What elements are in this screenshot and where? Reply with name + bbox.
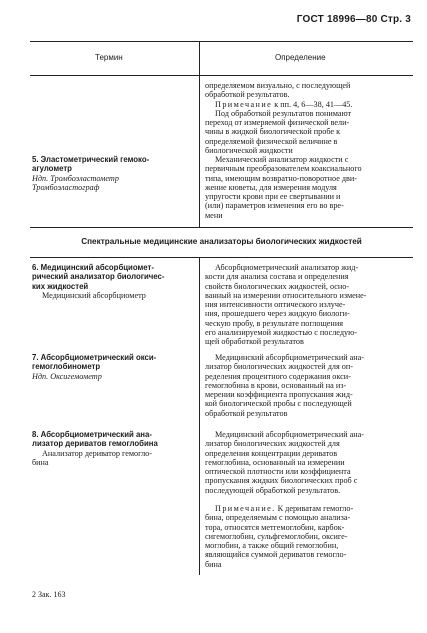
page-header-ref: ГОСТ 18996—80 Стр. 3 — [296, 14, 411, 25]
term-8: 8. Абсорбциометрический ана- лизатор дериватов гемоглобина Анализатор дериватор гемогло- бина — [32, 430, 158, 467]
note-8: Примечание. К дериватам гемогло- бина, определяемым с помощью анализа- тора, относятся метгемоглобин, карбок- сигемоглобин, сульфгемоглобин, оксиге- моглобин, а также общий гемоглобин, являющийся суммой дериватов гемогло- бина — [205, 504, 354, 569]
definition-7: Медицинский абсорбциометрический ана- лизатор биологических жидкостей для оп- ределения процентного содержания окси- гемоглобина в крови, основанный на из- мерении коэффициента пропускания жид- кой биологической пробы с последующей обработкой результатов — [205, 353, 365, 418]
column-divider-upper — [199, 41, 200, 227]
term-7: 7. Абсорбциометрический окси- гемоглобинометр Ндп. Оксигемометр — [32, 353, 157, 381]
section-title: Спектральные медицинские анализаторы биологических жидкостей — [81, 237, 362, 246]
term-5-ndp: Ндп. Тромбоэластометр — [32, 173, 119, 183]
section-top-rule — [30, 227, 413, 228]
section-bottom-rule — [30, 257, 413, 258]
definition-6: Абсорбциометрический анализатор жид- кости для анализа состава и определения свойств биологических жидкостей, осно- ванный на измерении относительного измене- ния интенсивности оптического излуче- ния, прошедшего через жидкую биологи- ческую пробу, в результате поглощения его анализируемой жидкостью с последую- щей обработкой результатов — [205, 263, 367, 347]
top-right-definition: определяемом визуально, с последующей обработкой результатов. Примечание к пп. 4, 6—38, 41—45. Под обработкой результатов понимают переход от измеряемой физической вели- чины в жидкой биологической пробе к определяемой физической величине в биологической жидкости — [205, 81, 353, 156]
column-divider-lower — [199, 257, 200, 575]
table-head-divider — [30, 75, 413, 76]
col-header-definition: Определение — [275, 53, 326, 62]
definition-5: Механический анализатор жидкости с первичным преобразователем коаксиального типа, имеющим возвратно-поворотное дви- жение кюветы, для измерения модуля упругости крови при ее свертывании и (или) параметров изменения его во вре- мени — [205, 155, 362, 220]
table-top-border — [30, 41, 413, 42]
term-6: 6. Медицинский абсорбциомет- рический анализатор биологичес- ких жидкостей Медицинский абсорбциометр — [32, 263, 165, 300]
term-5: 5. Эластометрический гемоко- агулометр Ндп. Тромбоэластометр Тромбоэластограф — [32, 155, 150, 192]
col-header-term: Термин — [95, 53, 123, 62]
page-footer: 2 Зак. 163 — [32, 590, 66, 599]
definition-8: Медицинский абсорбциометрический ана- лизатор биологических жидкостей для определения концентрации дериватов гемоглобина, основанный на измерении оптической плотности или коэффициента пропускания жидких биологических проб с последующей обработкой результатов. — [205, 430, 365, 495]
